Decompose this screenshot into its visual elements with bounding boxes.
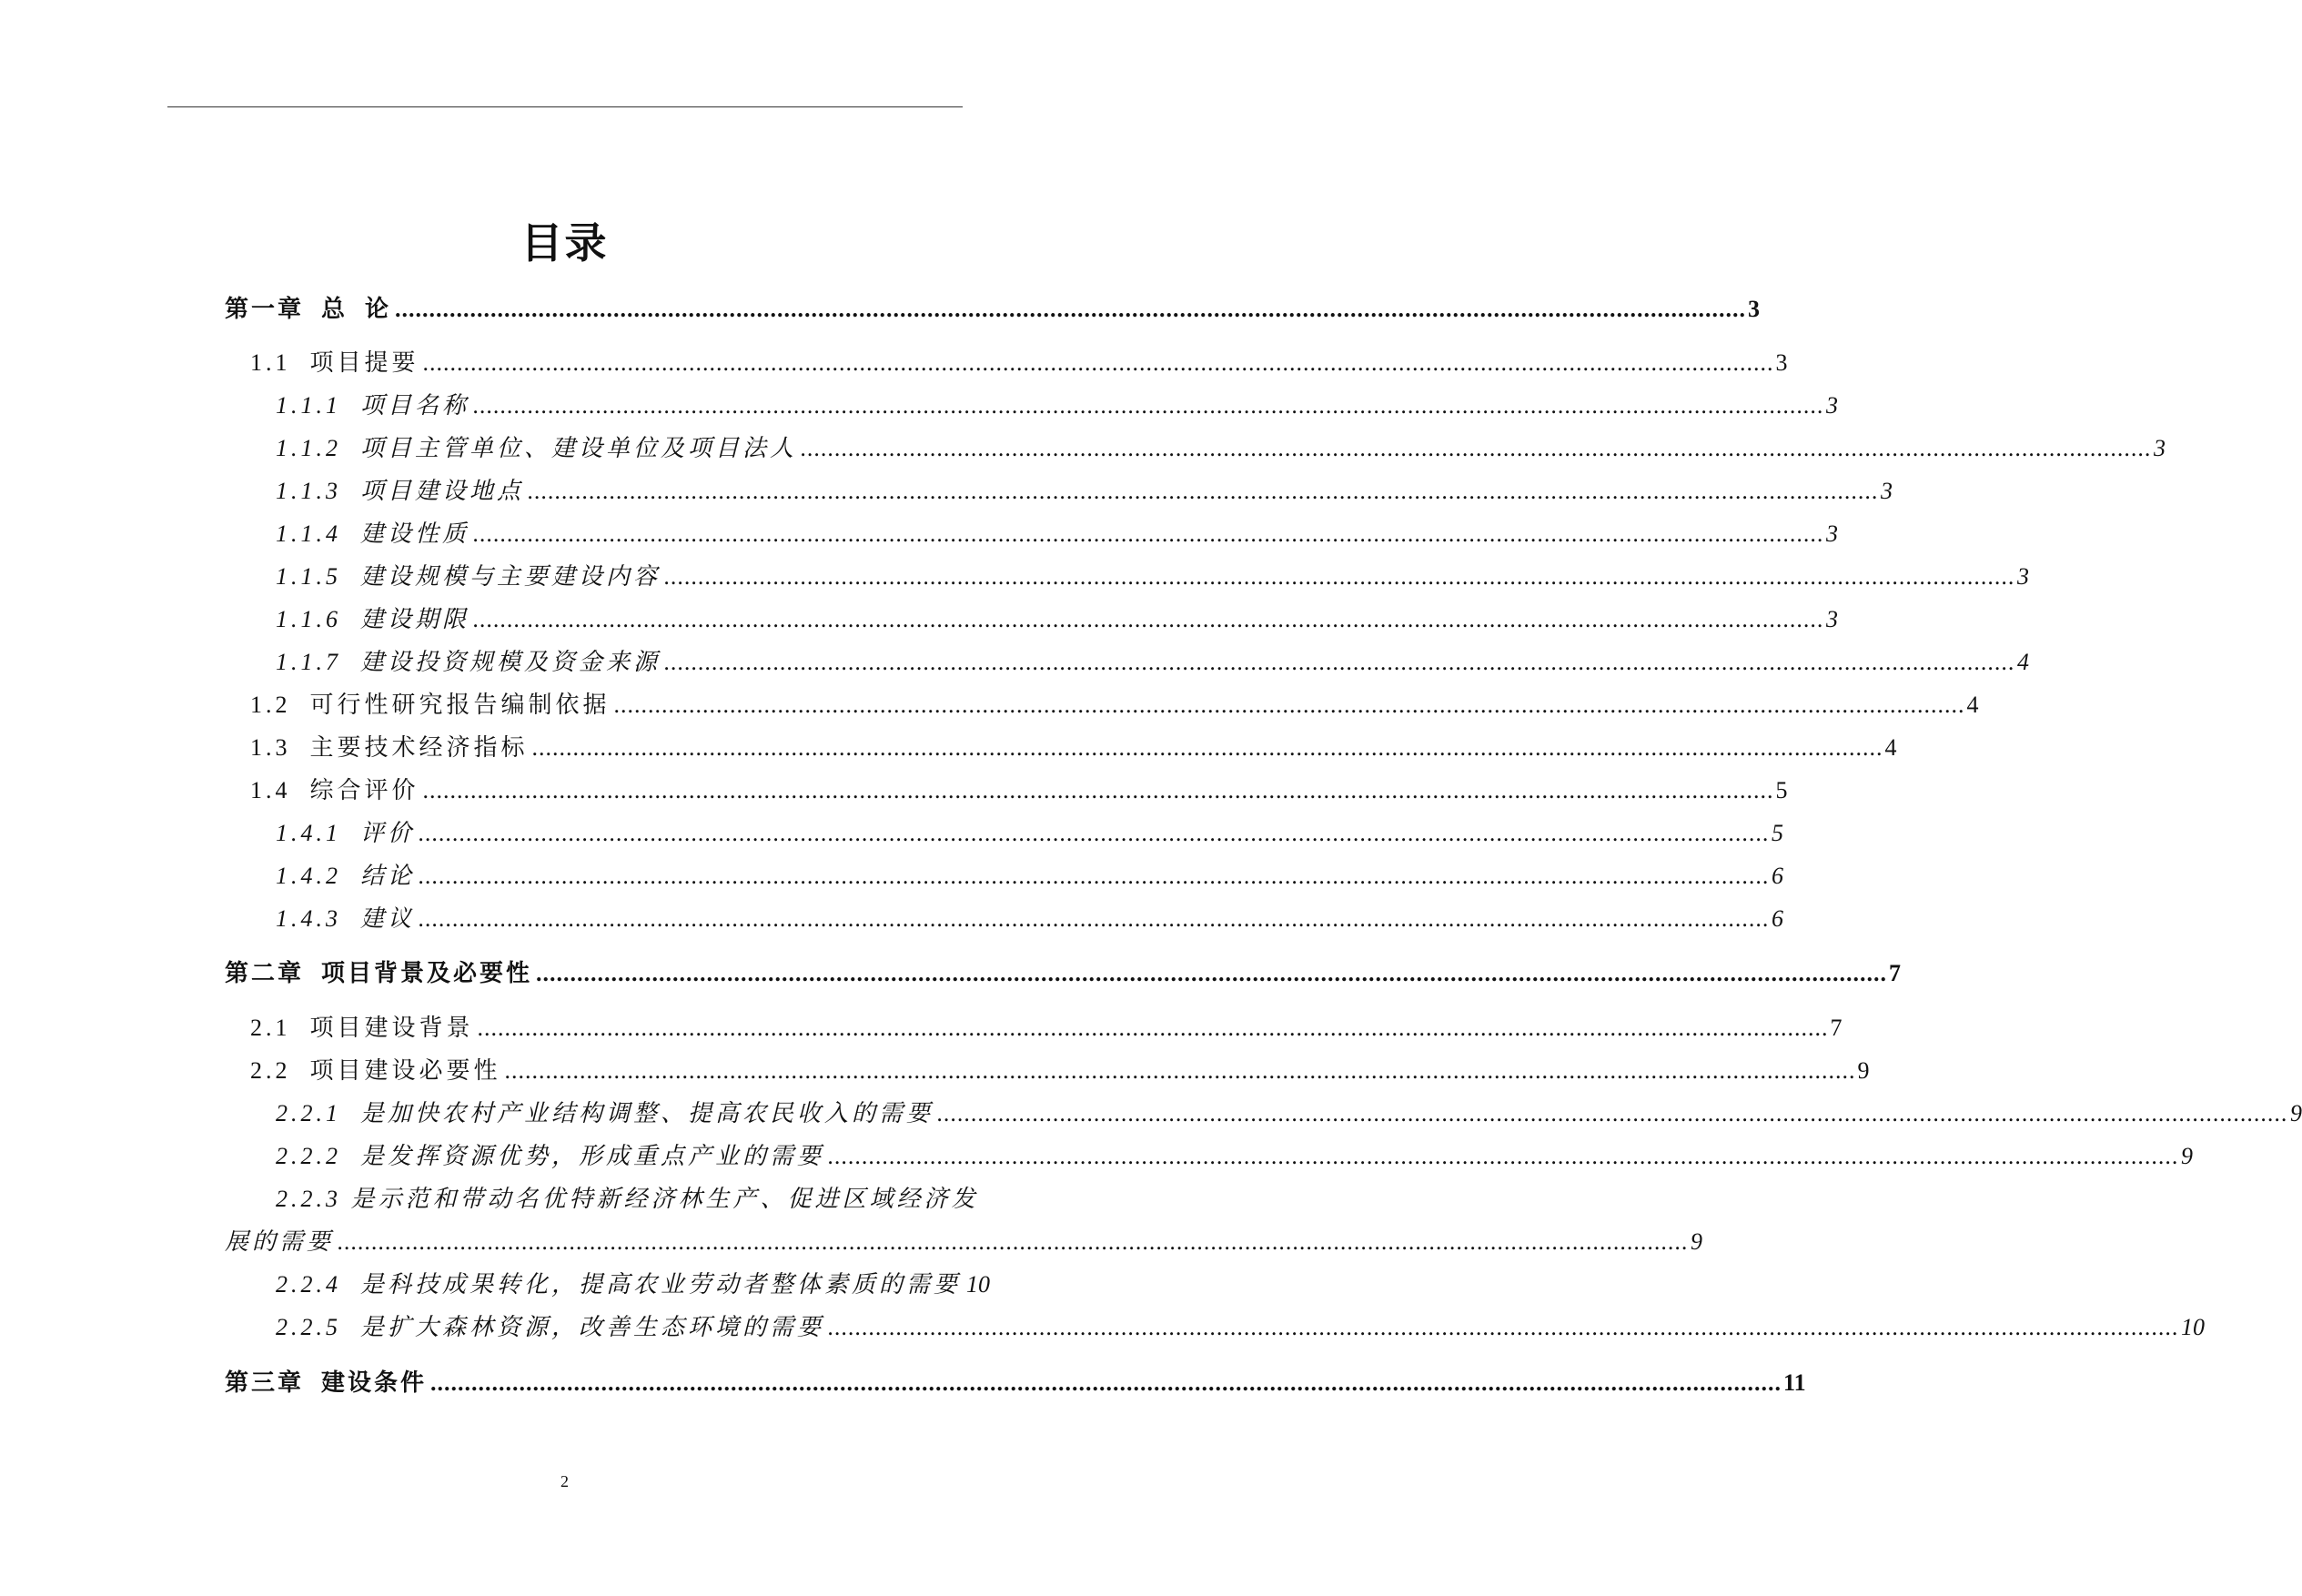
toc-entry-label: 1.4.2 结论: [276, 863, 416, 889]
toc-entry-label: 1.1 项目提要: [250, 349, 419, 376]
toc-entry-label: 1.1.1 项目名称: [276, 392, 470, 419]
dot-leader: ......................................................................................................................................................................................................: [419, 820, 1771, 846]
toc-entry-label: 2.1 项目建设背景: [250, 1015, 474, 1041]
toc-entry-label-continued: 展的需要: [225, 1228, 335, 1255]
dot-leader: ......................................................................................................................................................................................................: [473, 606, 1825, 632]
toc-entry-2-1[interactable]: [250, 1010, 1843, 1046]
dot-leader: ......................................................................................................................................................................................................: [422, 349, 1774, 376]
toc-entry-1-4-2[interactable]: [276, 858, 1784, 894]
toc-entry-1-3[interactable]: [250, 730, 1897, 766]
dot-leader: ......................................................................................................................................................................................................: [395, 296, 1747, 322]
toc-entry-page: 3: [1775, 349, 1788, 376]
toc-entry-2-2-3[interactable]: [225, 1224, 1703, 1260]
toc-entry-label: 1.1.5 建设规模与主要建设内容: [276, 563, 661, 590]
toc-entry-page: 3: [1881, 478, 1893, 504]
toc-entry-label: 1.1.6 建设期限: [276, 606, 470, 632]
toc-entry-label: 1.1.7 建设投资规模及资金来源: [276, 649, 661, 675]
dot-leader: ......................................................................................................................................................................................................: [477, 1015, 1829, 1041]
page-title: 目录: [520, 220, 609, 267]
header-rule: [167, 106, 963, 107]
toc-entry-page: 7: [1889, 960, 1902, 986]
toc-entry-page: 9: [2181, 1143, 2194, 1169]
toc-entry-page: 4: [2017, 649, 2030, 675]
toc-entry-2-2-2[interactable]: [276, 1138, 2194, 1175]
toc-entry-1-1-5[interactable]: [276, 559, 2030, 595]
toc-entry-label: 第一章 总 论: [225, 296, 392, 322]
dot-leader: ......................................................................................................................................................................................................: [664, 649, 2016, 675]
toc-entry-page: 11: [1783, 1369, 1806, 1396]
toc-entry-label: 1.1.3 项目建设地点: [276, 478, 525, 504]
dot-leader: ......................................................................................................................................................................................................: [937, 1100, 2289, 1126]
toc-entry-label: 第三章 建设条件: [225, 1369, 428, 1396]
toc-entry-label: 1.1.2 项目主管单位、建设单位及项目法人: [276, 435, 798, 461]
dot-leader: ......................................................................................................................................................................................................: [828, 1143, 2180, 1169]
dot-leader: ......................................................................................................................................................................................................: [536, 960, 1888, 986]
toc-entry-label: 2.2 项目建设必要性: [250, 1057, 501, 1084]
dot-leader: ......................................................................................................................................................................................................: [473, 520, 1825, 547]
toc-entry-page: 3: [2017, 563, 2030, 590]
toc-entry-1-1-7[interactable]: [276, 644, 2030, 681]
toc-entry-1-1-6[interactable]: [276, 601, 1839, 638]
dot-leader: ......................................................................................................................................................................................................: [419, 905, 1771, 932]
toc-entry-2-2-1[interactable]: [276, 1096, 2302, 1132]
dot-leader: ......................................................................................................................................................................................................: [422, 777, 1774, 803]
toc-entry-1-1[interactable]: [250, 345, 1788, 381]
toc-entry-page: 7: [1830, 1015, 1843, 1041]
toc-entry-1-2[interactable]: [250, 687, 1979, 723]
toc-entry-2-2-3-first-line[interactable]: 2.2.3 是示范和带动名优特新经济林生产、促进区域经济发: [276, 1186, 979, 1212]
dot-leader: ......................................................................................................................................................................................................: [531, 734, 1883, 761]
page-number: 2: [560, 1472, 569, 1490]
toc-entry-2-2[interactable]: [250, 1053, 1870, 1089]
toc-entry-page: 10: [2181, 1314, 2206, 1340]
toc-entry-label: 2.2.4 是科技成果转化，提高农业劳动者整体素质的需要: [276, 1271, 962, 1298]
dot-leader: ......................................................................................................................................................................................................: [528, 478, 1880, 504]
toc-entry-chapter-3[interactable]: [225, 1365, 1806, 1401]
toc-entry-label: 2.2.5 是扩大森林资源，改善生态环境的需要: [276, 1314, 825, 1340]
toc-entry-1-4[interactable]: [250, 773, 1788, 809]
toc-entry-page: 5: [1775, 777, 1788, 803]
toc-entry-label: 1.4 综合评价: [250, 777, 419, 803]
toc-entry-label: 1.2 可行性研究报告编制依据: [250, 692, 611, 718]
toc-entry-page: 4: [1966, 692, 1979, 718]
toc-entry-2-2-5[interactable]: [276, 1309, 2206, 1346]
toc-entry-page: 9: [1691, 1228, 1703, 1255]
toc-entry-page: 4: [1884, 734, 1897, 761]
toc-entry-page: 6: [1772, 905, 1784, 932]
dot-leader: ......................................................................................................................................................................................................: [419, 863, 1771, 889]
toc-entry-page: 6: [1772, 863, 1784, 889]
toc-entry-label: 第二章 项目背景及必要性: [225, 960, 533, 986]
toc-entry-label: 1.1.4 建设性质: [276, 520, 470, 547]
toc-entry-1-1-3[interactable]: [276, 473, 1893, 510]
dot-leader: ......................................................................................................................................................................................................: [828, 1314, 2180, 1340]
toc-entry-page: 10: [966, 1271, 991, 1298]
dot-leader: ......................................................................................................................................................................................................: [473, 392, 1825, 419]
toc-entry-1-4-1[interactable]: [276, 815, 1784, 852]
toc-entry-page: 9: [2290, 1100, 2302, 1126]
toc-entry-chapter-1[interactable]: [225, 291, 1761, 328]
toc-entry-page: 3: [1826, 520, 1839, 547]
toc-entry-label: 1.4.1 评价: [276, 820, 416, 846]
dot-leader: ......................................................................................................................................................................................................: [801, 435, 2153, 461]
toc-entry-1-1-4[interactable]: [276, 516, 1839, 552]
toc-entry-2-2-4[interactable]: [276, 1267, 991, 1303]
toc-entry-page: 3: [1748, 296, 1761, 322]
toc-entry-label: 1.3 主要技术经济指标: [250, 734, 529, 761]
dot-leader: ......................................................................................................................................................................................................: [430, 1369, 1782, 1396]
toc-entry-page: 5: [1772, 820, 1784, 846]
dot-leader: ......................................................................................................................................................................................................: [504, 1057, 1856, 1084]
toc-entry-chapter-2[interactable]: [225, 955, 1902, 992]
dot-leader: ......................................................................................................................................................................................................: [613, 692, 1965, 718]
toc-entry-1-4-3[interactable]: [276, 901, 1784, 937]
toc-entry-label: 1.4.3 建议: [276, 905, 416, 932]
toc-entry-label: 2.2.1 是加快农村产业结构调整、提高农民收入的需要: [276, 1100, 934, 1126]
toc-entry-1-1-1[interactable]: [276, 388, 1839, 424]
dot-leader: ......................................................................................................................................................................................................: [338, 1228, 1690, 1255]
toc-entry-page: 9: [1857, 1057, 1870, 1084]
toc-entry-page: 3: [1826, 606, 1839, 632]
toc-entry-label: 2.2.2 是发挥资源优势，形成重点产业的需要: [276, 1143, 825, 1169]
toc-entry-1-1-2[interactable]: [276, 430, 2166, 467]
dot-leader: ......................................................................................................................................................................................................: [664, 563, 2016, 590]
toc-entry-page: 3: [1826, 392, 1839, 419]
toc-entry-page: 3: [2154, 435, 2166, 461]
